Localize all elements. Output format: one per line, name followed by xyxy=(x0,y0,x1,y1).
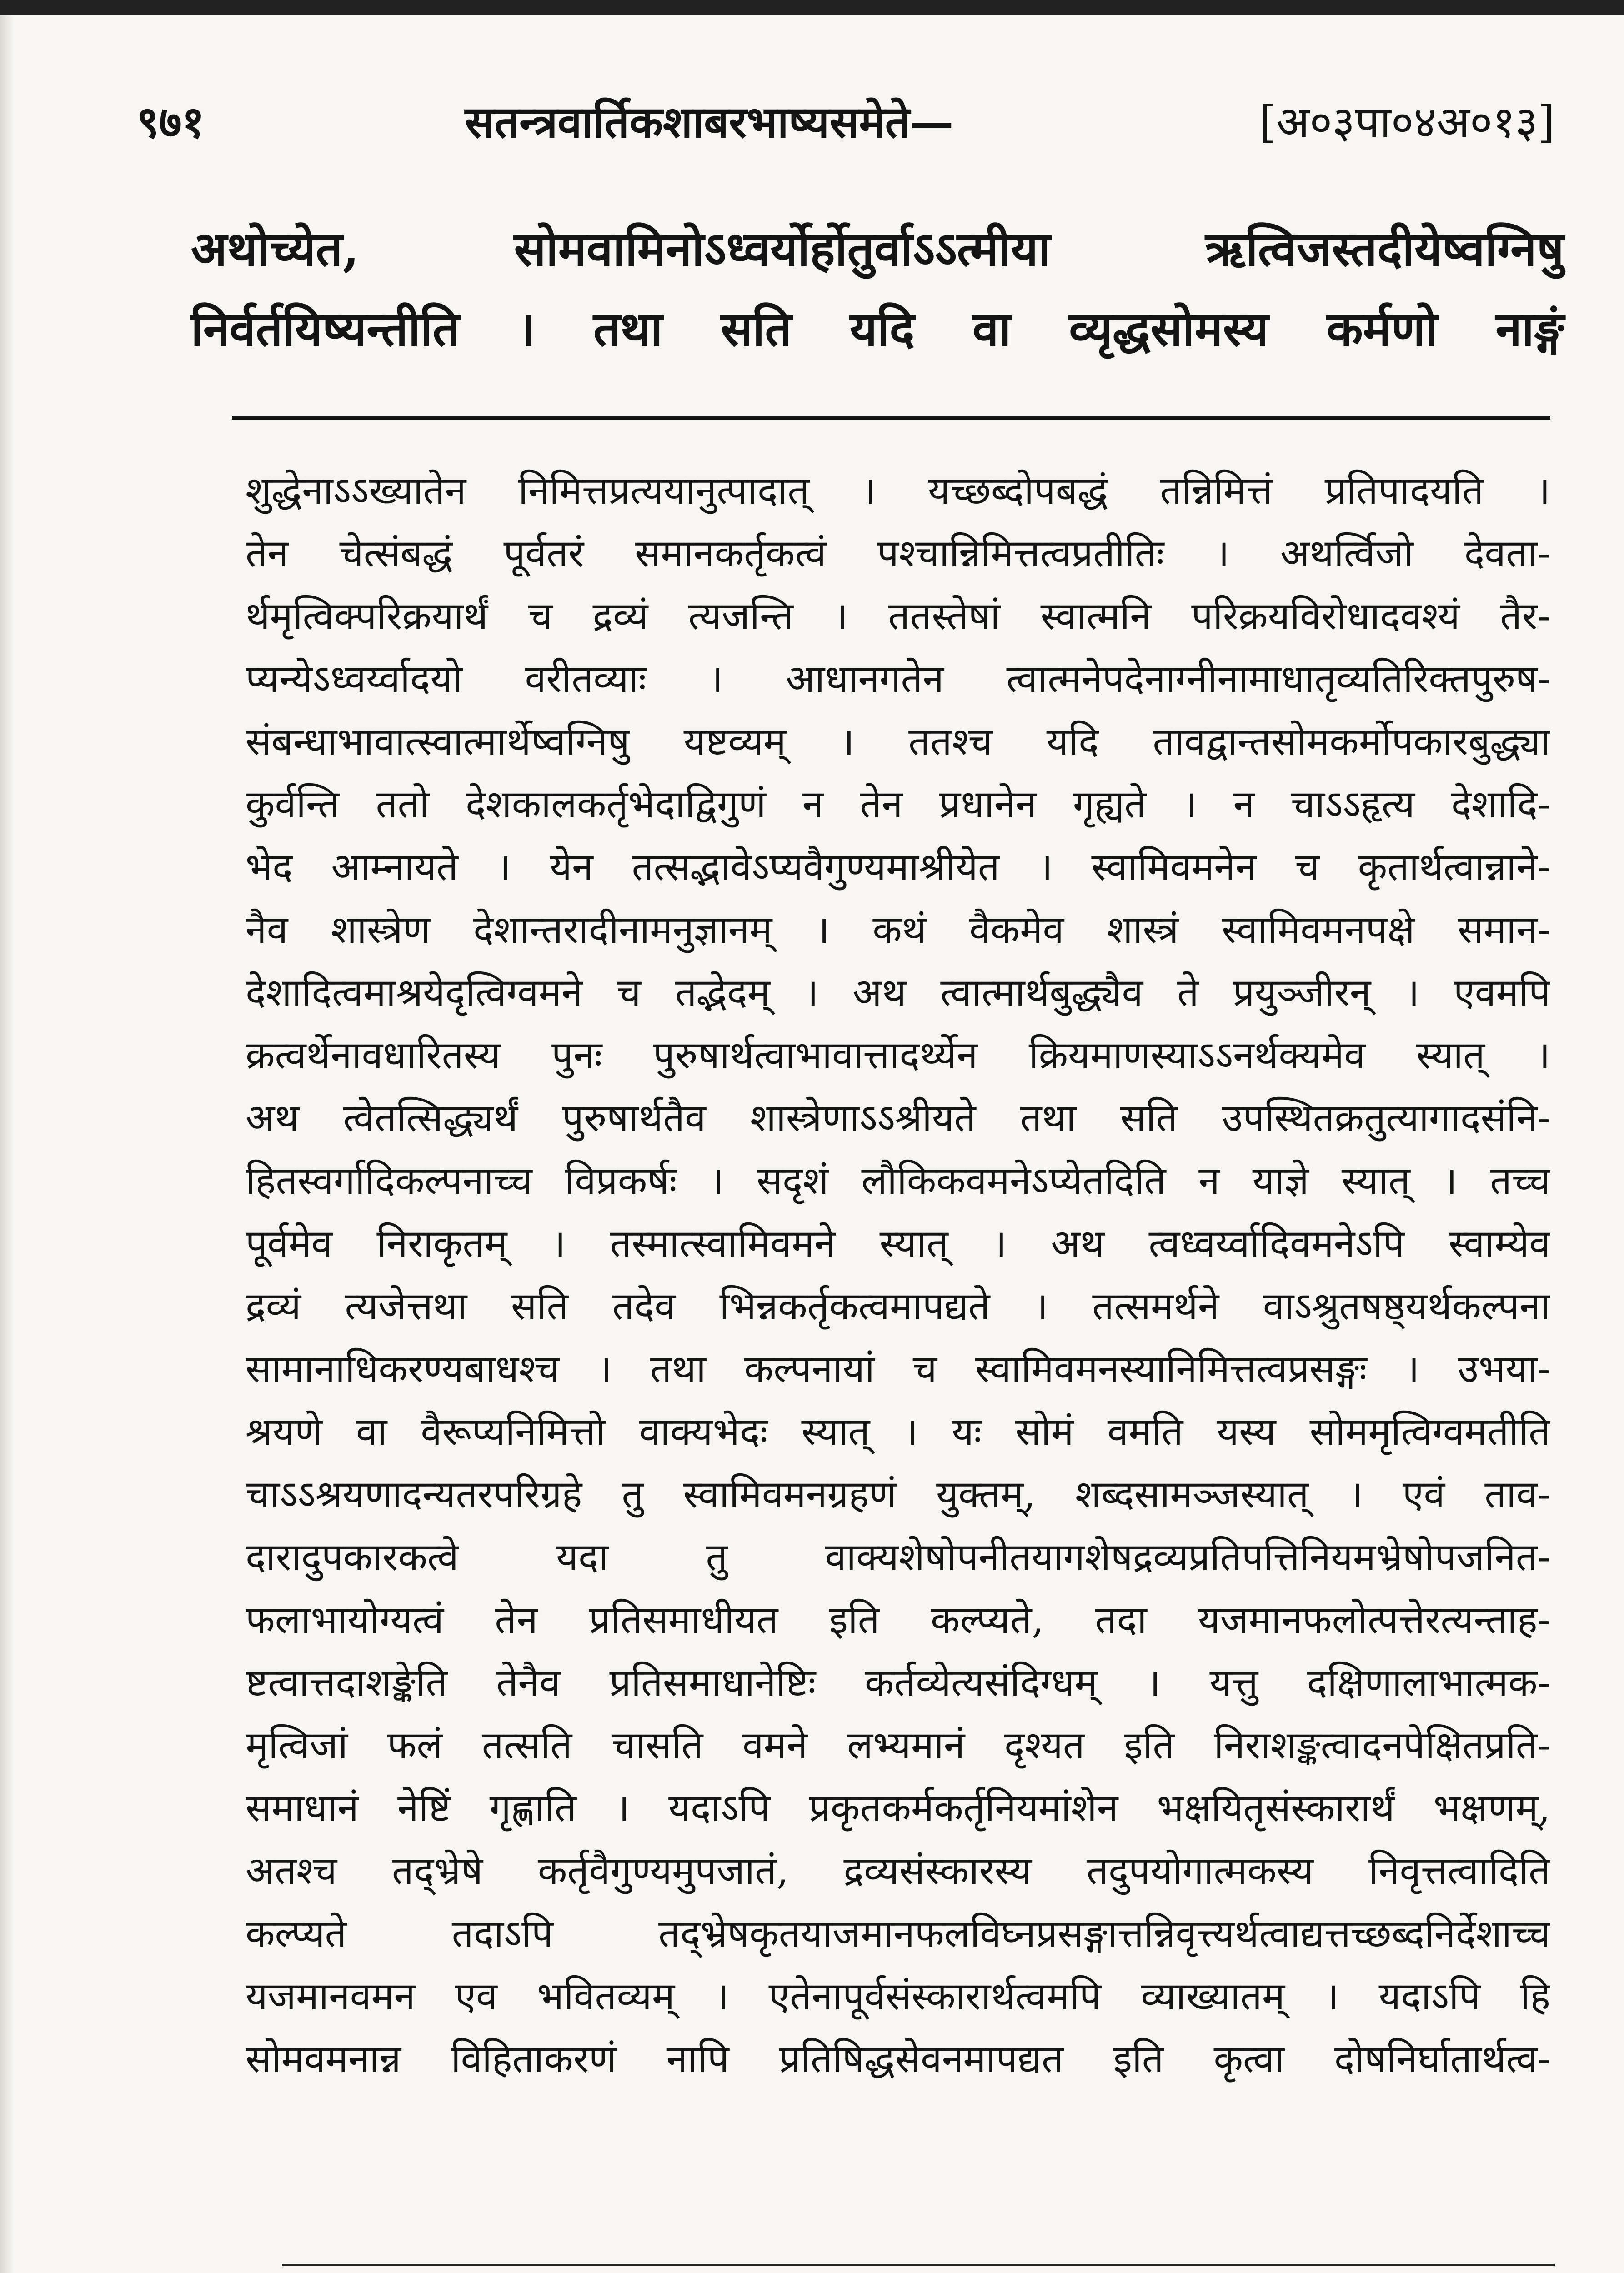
text-line: संबन्धाभावात्स्वात्मार्थेष्वग्निषु यष्टव्यम् । ततश्च यदि तावद्वान्तसोमकर्मोपकारबुद्ध्या xyxy=(246,719,1550,764)
text-line: समाधानं नेष्टिं गृह्णाति । यदाऽपि प्रकृतकर्मकर्तृनियमांशेन भक्षयितृसंस्कारार्थं भक्षणम्, xyxy=(246,1786,1550,1830)
page-number: ९७१ xyxy=(136,96,205,148)
section-reference: [अ०३पा०४अ०१३] xyxy=(1259,96,1555,148)
page-header xyxy=(136,86,1555,155)
text-line: कुर्वन्ति ततो देशकालकर्तृभेदाद्विगुणं न तेन प्रधानेन गृह्यते । न चाऽऽहृत्य देशादि- xyxy=(246,782,1550,826)
text-line: पूर्वमेव निराकृतम् । तस्मात्स्वामिवमने स्यात् । अथ त्वध्वर्य्वादिवमनेऽपि स्वाम्येव xyxy=(246,1221,1550,1266)
vartika-text xyxy=(246,459,1550,2090)
bhashya-line: निर्वर्तयिष्यन्तीति । तथा सति यदि वा व्यृद्धसोमस्य कर्मणो नाङ्गं xyxy=(191,301,1564,357)
text-line: भेद आम्नायते । येन तत्सद्भावेऽप्यवैगुण्यमाश्रीयेत । स्वामिवमनेन च कृतार्थत्वान्नाने- xyxy=(246,845,1550,889)
text-line: कल्प्यते तदाऽपि तद्भ्रेषकृतयाजमानफलविघ्नप्रसङ्गात्तन्निवृत्त्यर्थत्वाद्यत्तच्छब्दनिर्देशाच्च xyxy=(246,1911,1550,1956)
text-line: द्रव्यं त्यजेत्तथा सति तदेव भिन्नकर्तृकत्वमापद्यते । तत्समर्थने वाऽश्रुतषष्ठ्यर्थकल्पना xyxy=(246,1284,1550,1328)
text-line: तेन चेत्संबद्धं पूर्वतरं समानकर्तृकत्वं पश्चान्निमित्तत्वप्रतीतिः । अथर्त्विजो देवता- xyxy=(246,531,1550,576)
page-edge-shadow xyxy=(0,0,14,2273)
text-line: र्थमृत्विक्परिक्रयार्थं च द्रव्यं त्यजन्ति । ततस्तेषां स्वात्मनि परिक्रयविरोधादवश्यं तैर- xyxy=(246,594,1550,638)
text-line: क्रत्वर्थेनावधारितस्य पुनः पुरुषार्थत्वाभावात्तादर्थ्येन क्रियमाणस्याऽऽनर्थक्यमेव स्यात् । xyxy=(246,1033,1550,1077)
section-divider xyxy=(232,416,1550,420)
text-line: मृत्विजां फलं तत्सति चासति वमने लभ्यमानं दृश्यत इति निराशङ्कत्वादनपेक्षितप्रति- xyxy=(246,1723,1550,1767)
text-line: सामानाधिकरण्यबाधश्च । तथा कल्पनायां च स्वामिवमनस्यानिमित्तत्वप्रसङ्गः । उभया- xyxy=(246,1347,1550,1391)
text-line: यजमानवमन एव भवितव्यम् । एतेनापूर्वसंस्कारार्थत्वमपि व्याख्यातम् । यदाऽपि हि xyxy=(246,1974,1550,2018)
text-line: देशादित्वमाश्रयेदृत्विग्वमने च तद्भेदम् । अथ त्वात्मार्थबुद्ध्यैव ते प्रयुञ्जीरन् । एवमपि xyxy=(246,970,1550,1015)
text-line: प्यन्येऽध्वर्य्वादयो वरीतव्याः । आधानगतेन त्वात्मनेपदेनाग्नीनामाधातृव्यतिरिक्तपुरुष- xyxy=(246,656,1550,701)
text-line: अथ त्वेतत्सिद्ध्यर्थं पुरुषार्थतैव शास्त्रेणाऽऽश्रीयते तथा सति उपस्थितक्रतुत्यागादसंनि- xyxy=(246,1096,1550,1140)
text-line: श्रयणे वा वैरूप्यनिमित्तो वाक्यभेदः स्यात् । यः सोमं वमति यस्य सोममृत्विग्वमतीति xyxy=(246,1409,1550,1454)
text-line: सोमवमनान्न विहिताकरणं नापि प्रतिषिद्धसेवनमापद्यत इति कृत्वा दोषनिर्घातार्थत्व- xyxy=(246,2037,1550,2081)
footnote-divider xyxy=(282,2264,1555,2266)
text-line: दारादुपकारकत्वे यदा तु वाक्यशेषोपनीतयागशेषद्रव्यप्रतिपत्तिनियमभ्रेषोपजनित- xyxy=(246,1535,1550,1579)
running-title: सतन्त्रवार्तिकशाबरभाष्यसमेते— xyxy=(465,96,954,148)
text-line: शुद्धेनाऽऽख्यातेन निमित्तप्रत्ययानुत्पादात् । यच्छब्दोपबद्धं तन्निमित्तं प्रतिपादयति । xyxy=(246,468,1550,513)
text-line: हितस्वर्गादिकल्पनाच्च विप्रकर्षः । सदृशं लौकिकवमनेऽप्येतदिति न याज्ञे स्यात् । तच्च xyxy=(246,1158,1550,1203)
bhashya-line: अथोच्येत, सोमवामिनोऽध्वर्योर्होतुर्वाऽऽत्मीया ऋत्विजस्तदीयेष्वग्निषु xyxy=(191,221,1564,277)
bhashya-text xyxy=(191,209,1564,369)
text-line: नैव शास्त्रेण देशान्तरादीनामनुज्ञानम् । कथं वैकमेव शास्त्रं स्वामिवमनपक्षे समान- xyxy=(246,907,1550,952)
scan-top-border xyxy=(0,0,1624,15)
text-line: चाऽऽश्रयणादन्यतरपरिग्रहे तु स्वामिवमनग्रहणं युक्तम्, शब्दसामञ्जस्यात् । एवं ताव- xyxy=(246,1472,1550,1517)
text-line: फलाभायोग्यत्वं तेन प्रतिसमाधीयत इति कल्प्यते, तदा यजमानफलोत्पत्तेरत्यन्ताह- xyxy=(246,1597,1550,1642)
text-line: ष्टत्वात्तदाशङ्केति तेनैव प्रतिसमाधानेष्टिः कर्तव्येत्यसंदिग्धम् । यत्तु दक्षिणालाभात्मक- xyxy=(246,1660,1550,1705)
text-line: अतश्च तद्भ्रेषे कर्तृवैगुण्यमुपजातं, द्रव्यसंस्कारस्य तदुपयोगात्मकस्य निवृत्तत्वादिति xyxy=(246,1848,1550,1893)
